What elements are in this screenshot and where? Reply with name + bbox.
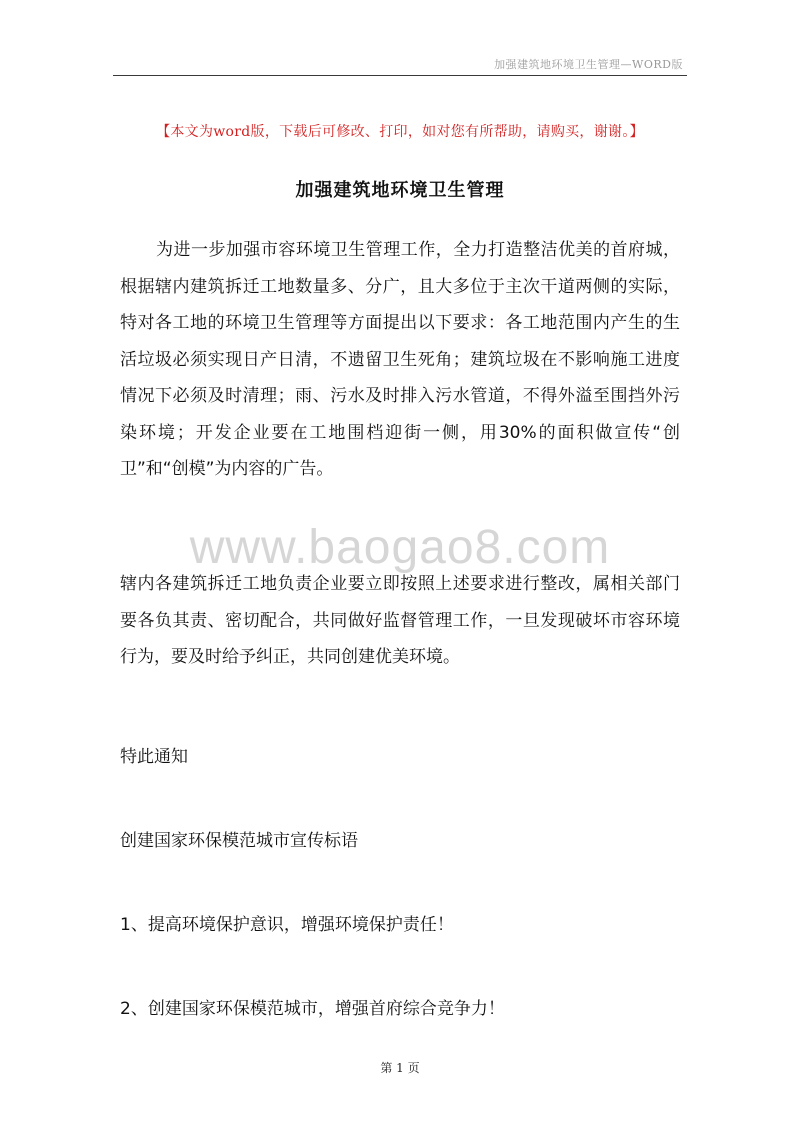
header-divider	[113, 75, 687, 76]
paragraph-text: 辖内各建筑拆迁工地负责企业要立即按照上述要求进行整改，属相关部门要各负其责、密切配合，共同做好监督管理工作，一旦发现破坏市容环境行为，要及时给予纠正，共同创建优美环境。	[120, 574, 680, 667]
body-paragraph-2	[120, 566, 680, 676]
running-header: 加强建筑地环境卫生管理—WORD版	[494, 58, 683, 71]
body-paragraph-1	[120, 232, 680, 488]
site-watermark: www.baogao8.com	[189, 521, 611, 574]
slogan-item-2: 2、创建国家环保模范城市，增强首府综合竞争力！	[120, 999, 505, 1019]
paragraph-text: 为进一步加强市容环境卫生管理工作，全力打造整洁优美的首府城，根据辖内建筑拆迁工地数量多、分广，且大多位于主次干道两侧的实际，特对各工地的环境卫生管理等方面提出以下要求：各工地范围内产生的生活垃圾必须实现日产日清，不遗留卫生死角；建筑垃圾在不影响施工进度情况下必须及时清理；雨、污水及时排入污水管道，不得外溢至围挡外污染环境；开发企业要在工地围档迎街一侧，用30%的面积做宣传“创卫”和“创模”为内容的广告。	[120, 240, 680, 479]
slogans-heading: 创建国家环保模范城市宣传标语	[120, 831, 358, 851]
document-title: 加强建筑地环境卫生管理	[295, 180, 505, 201]
slogan-item-1: 1、提高环境保护意识，增强环境保护责任！	[120, 915, 454, 935]
purchase-notice: 【本文为word版，下载后可修改、打印，如对您有所帮助，请购买，谢谢。】	[156, 124, 644, 140]
page-number: 第 1 页	[380, 1061, 420, 1075]
closing-line: 特此通知	[120, 747, 188, 767]
